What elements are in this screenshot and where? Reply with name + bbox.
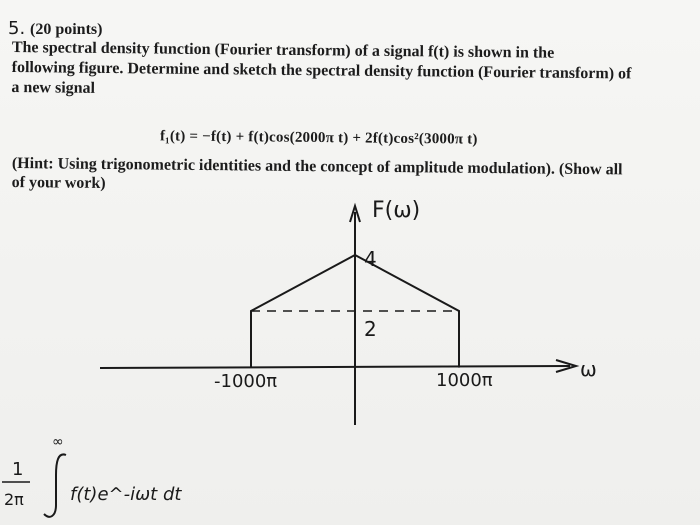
note-upper-limit: ∞: [52, 434, 64, 450]
spectrum-point: [458, 310, 460, 312]
note-denominator: 2π: [4, 490, 24, 509]
signal-equation: f₁(t) = −f(t) + f(t)cos(2000π t) + 2f(t)cos²(3000π t): [159, 128, 478, 148]
x-axis: [100, 366, 570, 368]
y-axis-label: F(ω): [372, 198, 421, 223]
question-points: (20 points): [30, 21, 103, 38]
question-number: 5.: [8, 18, 26, 39]
spectrum-point: [458, 366, 460, 368]
plateau-label: 2: [364, 317, 377, 341]
x-axis-label: ω: [580, 357, 597, 381]
left-tick-label: -1000π: [214, 371, 278, 392]
note-integrand: f(t)e^-iωt dt: [70, 484, 182, 505]
peak-label: 4: [364, 247, 377, 271]
integral-sign-icon: [44, 454, 66, 516]
statement-line-1: The spectral density function (Fourier transform) of a signal f(t) is shown in the: [11, 38, 555, 62]
statement-line-2: following figure. Determine and sketch the spectral density function (Fourier transform) of: [11, 58, 632, 83]
spectrum-point: [250, 366, 252, 368]
spectrum-point: [354, 254, 356, 256]
hint-line-1: (Hint: Using trigonometric identities and the concept of amplitude modulation). (Show all: [11, 154, 623, 179]
statement-line-3: a new signal: [11, 78, 96, 97]
right-tick-label: 1000π: [436, 370, 493, 391]
hint-line-2: of your work): [11, 173, 106, 192]
spectrum-point: [250, 310, 252, 312]
note-numerator: 1: [12, 459, 24, 480]
